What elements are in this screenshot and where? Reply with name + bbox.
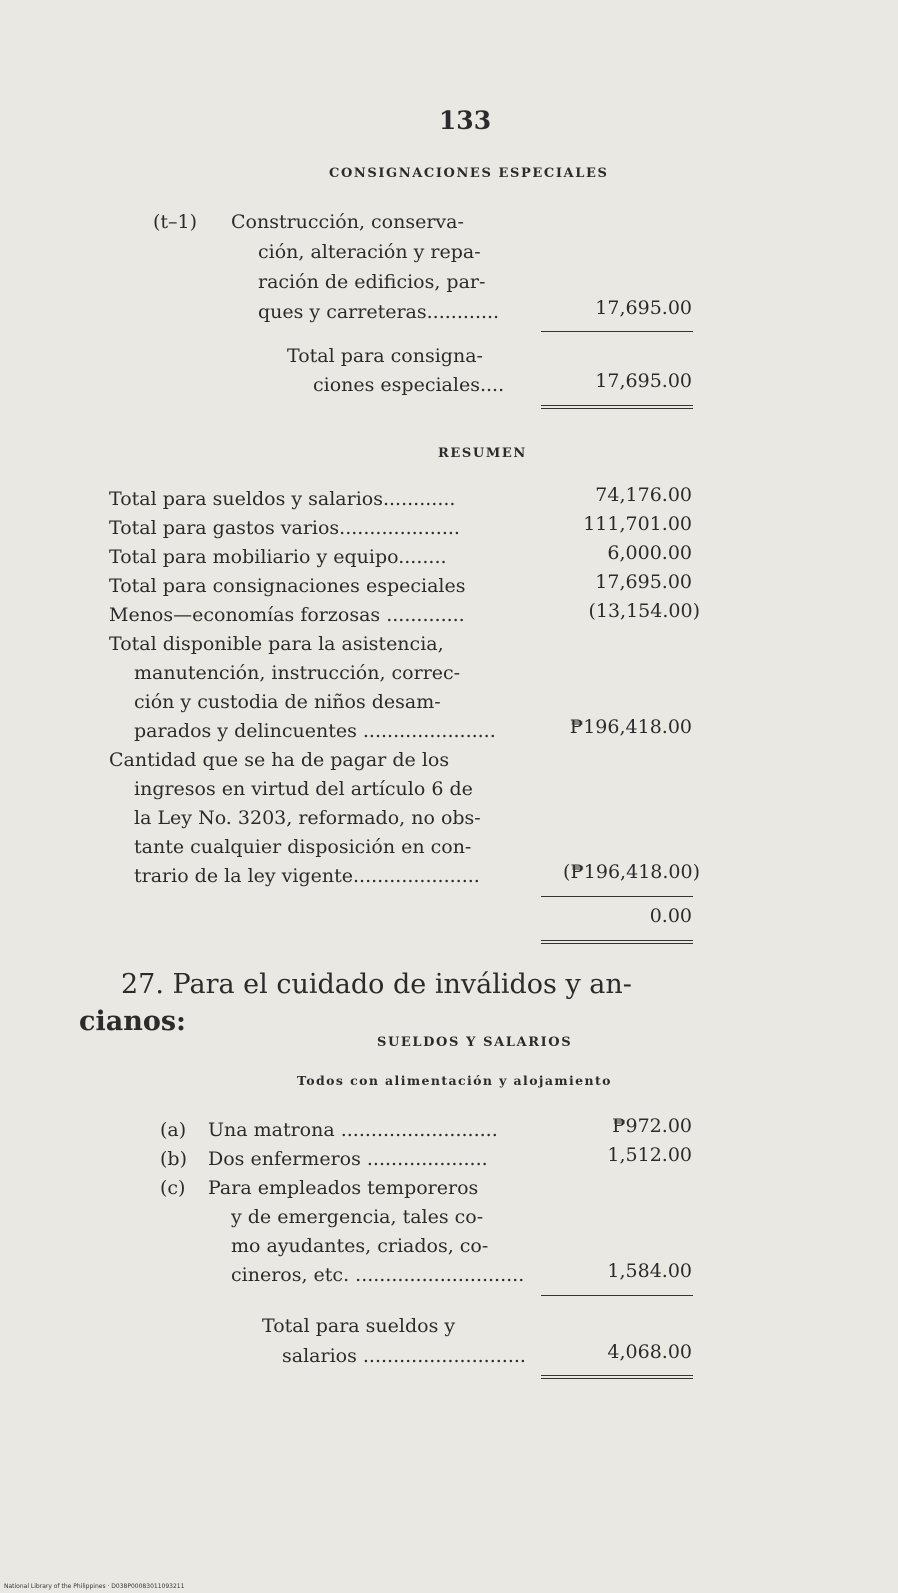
cantidad-amount: (₱196,418.00) [562, 861, 700, 883]
item-a-letter: (a) [160, 1119, 187, 1141]
cantidad-line-3: la Ley No. 3203, reformado, no obs- [134, 807, 481, 829]
resumen-row-5-amount: (13,154.00) [588, 600, 700, 622]
total-sueldos-amount: 4,068.00 [607, 1341, 692, 1363]
total-consignaciones-line-1: Total para consigna- [287, 345, 483, 367]
total-sueldos-line-1: Total para sueldos y [262, 1315, 456, 1337]
resumen-row-4-amount: 17,695.00 [595, 571, 692, 593]
resumen-row-2-amount: 111,701.00 [583, 513, 692, 535]
disponible-line-3: ción y custodia de niños desam- [134, 691, 441, 713]
cantidad-line-1: Cantidad que se ha de pagar de los [109, 749, 450, 771]
cantidad-line-4: tante cualquier disposición en con- [134, 836, 472, 858]
item-b-label: Dos enfermeros .................... [208, 1148, 488, 1170]
item-b-letter: (b) [160, 1148, 187, 1170]
subtotal-rule [541, 331, 693, 332]
resumen-row-1-label: Total para sueldos y salarios............ [109, 488, 456, 510]
resumen-row-4-label: Total para consignaciones especiales [109, 575, 466, 597]
cantidad-line-5: trario de la ley vigente..................... [134, 865, 480, 887]
sueldos-subtotal-rule [541, 1295, 693, 1296]
item-c-line-3: mo ayudantes, criados, co- [231, 1235, 489, 1257]
resumen-row-2-label: Total para gastos varios.................... [109, 517, 460, 539]
section-27-title-line-1: 27. Para el cuidado de inválidos y an- [121, 969, 632, 1000]
balance-amount: 0.00 [649, 905, 692, 927]
item-b-amount: 1,512.00 [607, 1144, 692, 1166]
item-c-line-1: Para empleados temporeros [208, 1177, 479, 1199]
disponible-line-4: parados y delincuentes ...................... [134, 720, 496, 742]
total-sueldos-line-2: salarios ........................... [282, 1345, 526, 1367]
balance-double-rule [541, 940, 693, 944]
item-t1-line-1: Construcción, conserva- [231, 211, 464, 233]
disponible-line-1: Total disponible para la asistencia, [109, 633, 444, 655]
resumen-row-3-label: Total para mobiliario y equipo........ [109, 546, 447, 568]
scan-footer: National Library of the Philippines · D038P00083011093211 [4, 1583, 185, 1590]
section-heading-consignaciones: CONSIGNACIONES ESPECIALES [329, 166, 609, 181]
item-a-amount: ₱972.00 [612, 1115, 692, 1137]
item-c-letter: (c) [160, 1177, 186, 1199]
item-c-line-2: y de emergencia, tales co- [231, 1206, 484, 1228]
balance-rule [541, 896, 693, 897]
item-letter-t1: (t–1) [153, 211, 198, 233]
item-t1-amount: 17,695.00 [595, 297, 692, 319]
item-a-label: Una matrona .......................... [208, 1119, 498, 1141]
section-heading-sueldos: SUELDOS Y SALARIOS [377, 1035, 573, 1050]
resumen-row-3-amount: 6,000.00 [607, 542, 692, 564]
total-double-rule [541, 405, 693, 409]
disponible-line-2: manutención, instrucción, correc- [134, 662, 461, 684]
section-27-title-line-2: cianos: [79, 1006, 186, 1037]
sueldos-double-rule [541, 1375, 693, 1379]
total-consignaciones-line-2: ciones especiales.... [313, 374, 505, 396]
disponible-amount: ₱196,418.00 [569, 716, 692, 738]
page-number: 133 [438, 106, 492, 135]
item-t1-line-3: ración de edificios, par- [258, 271, 486, 293]
resumen-row-1-amount: 74,176.00 [595, 484, 692, 506]
item-c-line-4: cineros, etc. ............................ [231, 1264, 525, 1286]
total-consignaciones-amount: 17,695.00 [595, 370, 692, 392]
item-t1-line-2: ción, alteración y repa- [258, 241, 481, 263]
cantidad-line-2: ingresos en virtud del artículo 6 de [134, 778, 473, 800]
section-heading-resumen: RESUMEN [438, 446, 527, 461]
item-c-amount: 1,584.00 [607, 1260, 692, 1282]
subheading-alimentacion: Todos con alimentación y alojamiento [297, 1073, 612, 1088]
item-t1-line-4: ques y carreteras............ [258, 301, 500, 323]
resumen-row-5-label: Menos—economías forzosas ............. [109, 604, 465, 626]
